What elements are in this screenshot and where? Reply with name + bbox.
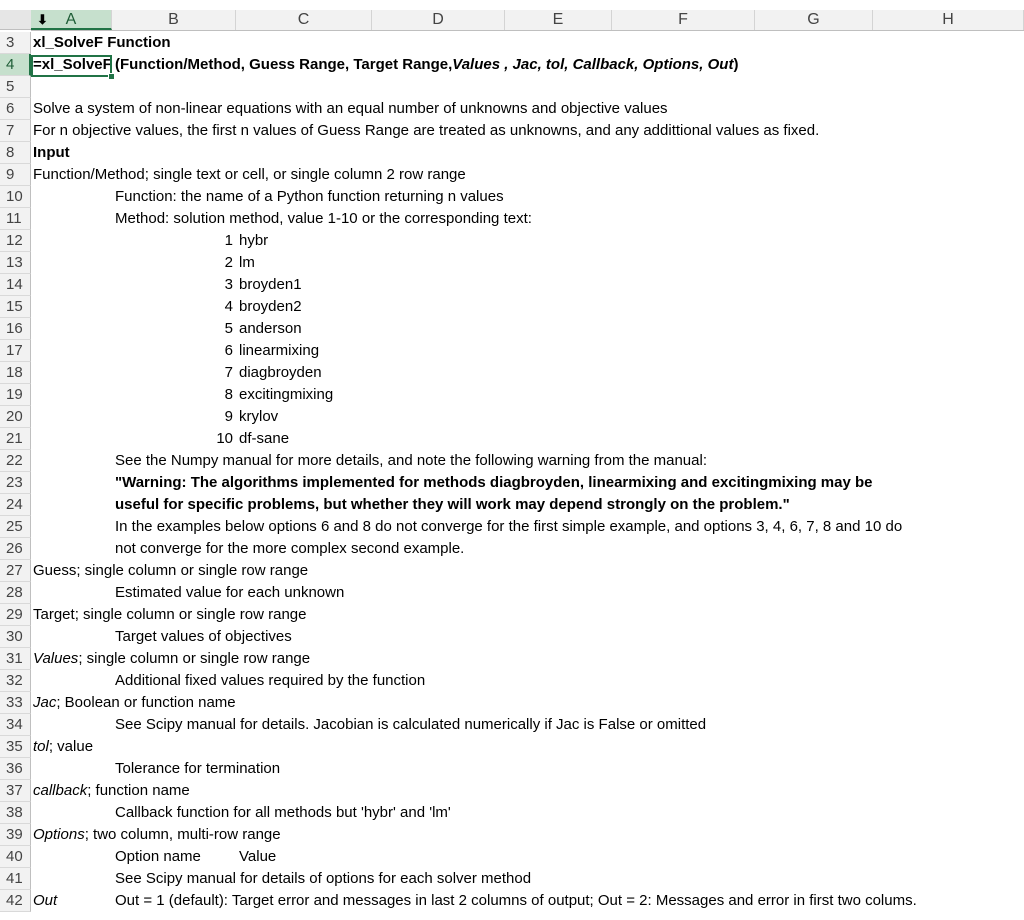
- row-header[interactable]: 15: [0, 296, 31, 318]
- sheet-row: [0, 296, 1024, 318]
- sheet-row: [0, 120, 1024, 142]
- cell-b28[interactable]: Estimated value for each unknown: [115, 584, 345, 601]
- sheet-row: [0, 230, 1024, 252]
- method-name-cell[interactable]: anderson: [239, 320, 302, 337]
- column-header-label: H: [942, 11, 954, 28]
- row-header[interactable]: 19: [0, 384, 31, 406]
- method-name-cell[interactable]: broyden2: [239, 298, 302, 315]
- method-number-cell[interactable]: 5: [224, 320, 233, 337]
- sheet-row: [0, 626, 1024, 648]
- sheet-row: [0, 890, 1024, 912]
- cell-b25[interactable]: In the examples below options 6 and 8 do not converge for the first simple example, and options 3, 4, 6, 7, 8 and 10 do: [115, 518, 903, 535]
- cell-value-header[interactable]: Value: [239, 848, 277, 865]
- sheet-row: [0, 362, 1024, 384]
- method-number-cell[interactable]: 2: [224, 254, 233, 271]
- row-header[interactable]: 11: [0, 208, 31, 230]
- row-header[interactable]: 39: [0, 824, 31, 846]
- cell-a42[interactable]: Out: [33, 892, 58, 909]
- sheet-row: [0, 692, 1024, 714]
- cell-b22[interactable]: See the Numpy manual for more details, and note the following warning from the manual:: [115, 452, 707, 469]
- row-header[interactable]: 3: [0, 32, 31, 54]
- row-header[interactable]: 31: [0, 648, 31, 670]
- cell-33-part[interactable]: ; Boolean or function name: [56, 694, 236, 711]
- row-header[interactable]: 34: [0, 714, 31, 736]
- active-cell-a4[interactable]: [31, 55, 112, 77]
- column-header-label: B: [168, 11, 179, 28]
- column-header-d[interactable]: [372, 10, 505, 30]
- cell-a9[interactable]: Function/Method; single text or cell, or single column 2 row range: [33, 166, 466, 183]
- column-header-a[interactable]: [31, 10, 112, 30]
- sheet-row: [0, 582, 1024, 604]
- row-header[interactable]: 33: [0, 692, 31, 714]
- cell-b23[interactable]: "Warning: The algorithms implemented for methods diagbroyden, linearmixing and excitingmixing may be: [115, 474, 873, 491]
- row-header[interactable]: 37: [0, 780, 31, 802]
- sheet-row: [0, 428, 1024, 450]
- row-header[interactable]: 36: [0, 758, 31, 780]
- sheet-row: [0, 472, 1024, 494]
- sheet-row: [0, 76, 1024, 98]
- column-header-label: E: [552, 11, 564, 28]
- method-name-cell[interactable]: df-sane: [239, 430, 290, 447]
- row-header[interactable]: 26: [0, 538, 31, 560]
- row-header[interactable]: 17: [0, 340, 31, 362]
- row-header[interactable]: 41: [0, 868, 31, 890]
- row-header[interactable]: 25: [0, 516, 31, 538]
- cell-b40[interactable]: Option name: [115, 848, 201, 865]
- cell-a27[interactable]: Guess; single column or single row range: [33, 562, 309, 579]
- cell-b36[interactable]: Tolerance for termination: [115, 760, 281, 777]
- cell-b42[interactable]: Out = 1 (default): Target error and messages in last 2 columns of output; Out = 2: Messages and error in first two colums.: [115, 892, 917, 909]
- cell-b24[interactable]: useful for specific problems, but whether they will work may depend strongly on the problem.": [115, 496, 790, 513]
- sheet-row: [0, 714, 1024, 736]
- cell-35-part[interactable]: ; value: [48, 738, 94, 755]
- column-header-label: D: [432, 11, 444, 28]
- column-header-c[interactable]: [236, 10, 372, 30]
- sheet-row: [0, 32, 1024, 54]
- sheet-row: [0, 494, 1024, 516]
- fill-handle[interactable]: [108, 73, 115, 80]
- cell-a35[interactable]: tol: [33, 738, 49, 755]
- sheet-row: [0, 406, 1024, 428]
- method-name-cell[interactable]: hybr: [239, 232, 269, 249]
- cell-b30[interactable]: Target values of objectives: [115, 628, 292, 645]
- sheet-row: [0, 802, 1024, 824]
- row-header[interactable]: 30: [0, 626, 31, 648]
- method-number-cell[interactable]: 10: [216, 430, 233, 447]
- column-header-label: G: [807, 11, 820, 28]
- cell-31-part[interactable]: ; single column or single row range: [78, 650, 311, 667]
- cell-39-part[interactable]: ; two column, multi-row range: [84, 826, 281, 843]
- column-header-b[interactable]: [112, 10, 236, 30]
- column-header-label: C: [297, 11, 310, 28]
- cell-b38[interactable]: Callback function for all methods but 'hybr' and 'lm': [115, 804, 451, 821]
- cell-b26[interactable]: not converge for the more complex second example.: [115, 540, 465, 557]
- sheet-row: [0, 516, 1024, 538]
- method-name-cell[interactable]: linearmixing: [239, 342, 320, 359]
- cell-b34[interactable]: See Scipy manual for details. Jacobian is calculated numerically if Jac is False or omitted: [115, 716, 707, 733]
- row-header[interactable]: 35: [0, 736, 31, 758]
- sheet-row: [0, 98, 1024, 120]
- row-header[interactable]: 16: [0, 318, 31, 340]
- column-headers: [31, 10, 1024, 31]
- cell-4-part[interactable]: ): [733, 56, 739, 73]
- sheet-row: [0, 450, 1024, 472]
- cell-b4[interactable]: (Function/Method, Guess Range, Target Range,: [115, 56, 453, 73]
- method-name-cell[interactable]: krylov: [239, 408, 279, 425]
- row-header[interactable]: 7: [0, 120, 31, 142]
- sheet-row: [0, 208, 1024, 230]
- row-header[interactable]: 20: [0, 406, 31, 428]
- cell-b32[interactable]: Additional fixed values required by the function: [115, 672, 426, 689]
- sheet-row: [0, 780, 1024, 802]
- cell-a3[interactable]: xl_SolveF Function: [33, 34, 171, 51]
- method-name-cell[interactable]: broyden1: [239, 276, 302, 293]
- method-number-cell[interactable]: 9: [224, 408, 233, 425]
- row-header[interactable]: 4: [0, 54, 31, 76]
- sheet-row: [0, 758, 1024, 780]
- sheet-row: [0, 186, 1024, 208]
- row-header[interactable]: 40: [0, 846, 31, 868]
- row-header[interactable]: 18: [0, 362, 31, 384]
- select-all-corner[interactable]: [0, 10, 32, 30]
- column-header-g[interactable]: [755, 10, 873, 30]
- row-header[interactable]: 32: [0, 670, 31, 692]
- cell-a37[interactable]: callback: [33, 782, 88, 799]
- sheet-row: [0, 736, 1024, 758]
- cell-a29[interactable]: Target; single column or single row range: [33, 606, 307, 623]
- method-name-cell[interactable]: lm: [239, 254, 255, 271]
- row-header[interactable]: 38: [0, 802, 31, 824]
- sheet-row: [0, 340, 1024, 362]
- cell-a7[interactable]: For n objective values, the first n values of Guess Range are treated as unknowns, and any addittional values as fixed.: [33, 122, 820, 139]
- cell-b11[interactable]: Method: solution method, value 1-10 or the corresponding text:: [115, 210, 532, 227]
- sheet-row: [0, 648, 1024, 670]
- method-name-cell[interactable]: diagbroyden: [239, 364, 322, 381]
- row-header[interactable]: 13: [0, 252, 31, 274]
- sheet-row: [0, 252, 1024, 274]
- sheet-row: [0, 560, 1024, 582]
- sheet-row: [0, 318, 1024, 340]
- row-header[interactable]: 28: [0, 582, 31, 604]
- row-header[interactable]: 21: [0, 428, 31, 450]
- column-header-h[interactable]: [873, 10, 1024, 30]
- row-header[interactable]: 5: [0, 76, 31, 98]
- column-header-label: A: [65, 11, 77, 28]
- sheet-row: [0, 54, 1024, 76]
- row-header[interactable]: 10: [0, 186, 31, 208]
- sheet-row: [0, 274, 1024, 296]
- column-header-f[interactable]: [612, 10, 755, 30]
- cell-a33[interactable]: Jac: [33, 694, 57, 711]
- row-header[interactable]: 24: [0, 494, 31, 516]
- cell-a31[interactable]: Values: [33, 650, 79, 667]
- sheet-row: [0, 824, 1024, 846]
- row-header[interactable]: 9: [0, 164, 31, 186]
- column-header-e[interactable]: [505, 10, 612, 30]
- cell-a6[interactable]: Solve a system of non-linear equations with an equal number of unknowns and objective values: [33, 100, 668, 117]
- sheet-row: [0, 142, 1024, 164]
- row-header[interactable]: 6: [0, 98, 31, 120]
- cell-37-part[interactable]: ; function name: [87, 782, 190, 799]
- sheet-row: [0, 164, 1024, 186]
- cell-a4[interactable]: =xl_SolveF: [33, 56, 112, 73]
- row-header[interactable]: 42: [0, 890, 31, 912]
- row-header[interactable]: 23: [0, 472, 31, 494]
- row-header[interactable]: 8: [0, 142, 31, 164]
- sheet-row: [0, 384, 1024, 406]
- cell-a39[interactable]: Options: [33, 826, 85, 843]
- method-name-cell[interactable]: excitingmixing: [239, 386, 334, 403]
- method-number-cell[interactable]: 1: [224, 232, 233, 249]
- cell-b10[interactable]: Function: the name of a Python function returning n values: [115, 188, 504, 205]
- row-header[interactable]: 14: [0, 274, 31, 296]
- sheet-row: [0, 670, 1024, 692]
- method-number-cell[interactable]: 8: [224, 386, 233, 403]
- column-select-arrow-icon: ⬇: [37, 12, 48, 27]
- method-number-cell[interactable]: 6: [224, 342, 233, 359]
- row-header[interactable]: 27: [0, 560, 31, 582]
- column-header-label: F: [678, 11, 688, 28]
- method-number-cell[interactable]: 3: [224, 276, 233, 293]
- row-header[interactable]: 29: [0, 604, 31, 626]
- row-header[interactable]: 12: [0, 230, 31, 252]
- sheet-row: [0, 604, 1024, 626]
- cell-b41[interactable]: See Scipy manual for details of options for each solver method: [115, 870, 532, 887]
- cell-a8[interactable]: Input: [33, 144, 70, 161]
- sheet-row: [0, 846, 1024, 868]
- method-number-cell[interactable]: 7: [224, 364, 233, 381]
- cell-4-part[interactable]: Values , Jac, tol, Callback, Options, Out: [452, 56, 734, 73]
- row-header[interactable]: 22: [0, 450, 31, 472]
- sheet-row: [0, 868, 1024, 890]
- method-number-cell[interactable]: 4: [224, 298, 233, 315]
- sheet-row: [0, 538, 1024, 560]
